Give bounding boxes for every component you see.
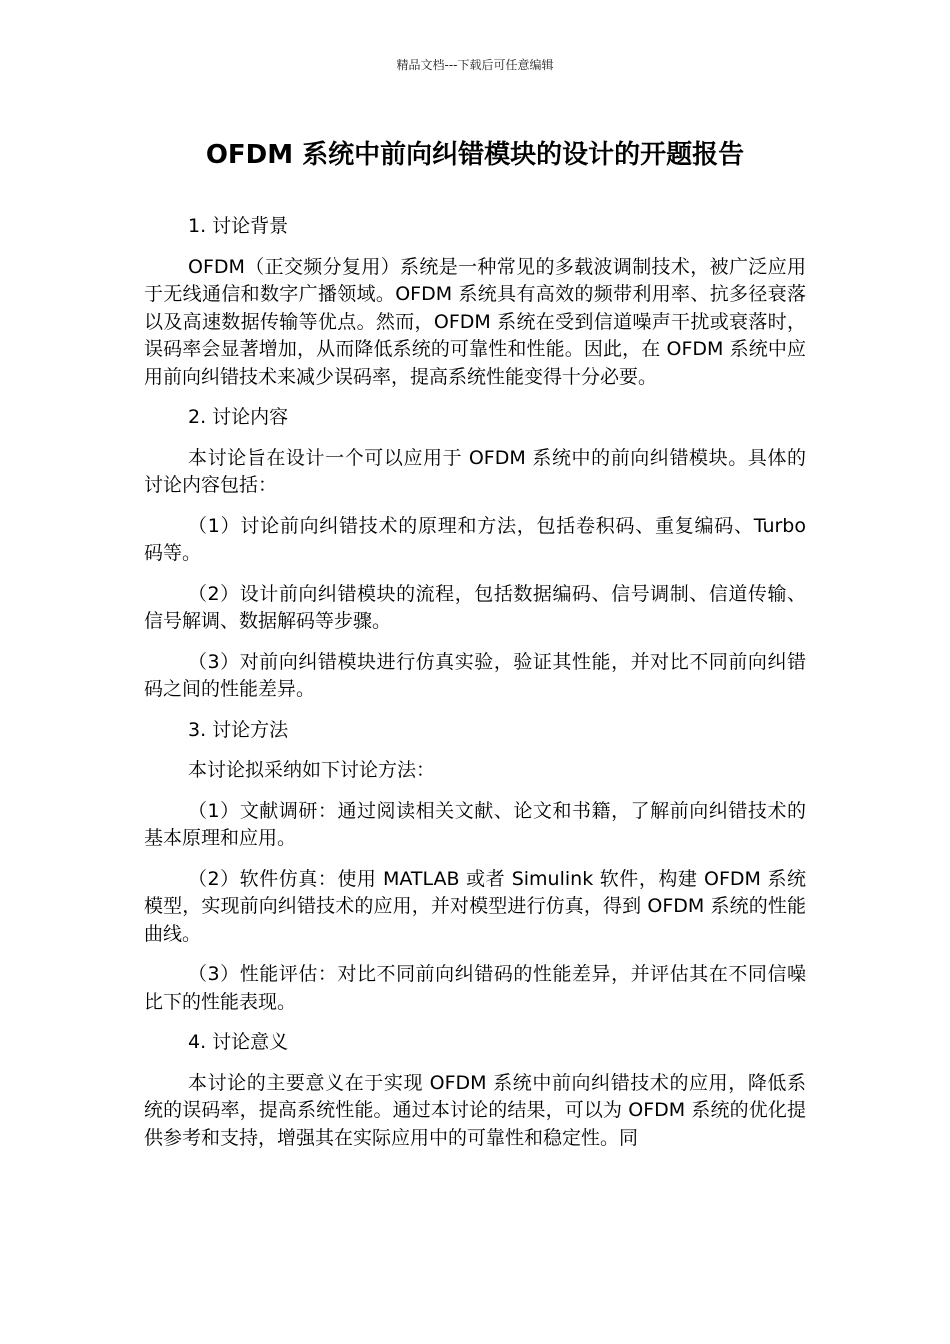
method-list-item-1: （1）文献调研：通过阅读相关文献、论文和书籍，了解前向纠错技术的基本原理和应用。 xyxy=(144,799,806,849)
paragraph-significance: 本讨论的主要意义在于实现 OFDM 系统中前向纠错技术的应用，降低系统的误码率，提高系统性能。通过本讨论的结果，可以为 OFDM 系统的优化提供参考和支持，增强其在实际应用中的可靠性和稳定性。同 xyxy=(144,1071,806,1149)
paragraph-background: OFDM（正交频分复用）系统是一种常见的多载波调制技术，被广泛应用于无线通信和数字广播领域。OFDM 系统具有高效的频带利用率、抗多径衰落以及高速数据传输等优点。然而，OFDM 系统在受到信道噪声干扰或衰落时，误码率会显著增加，从而降低系统的可靠性和性能。因此，在 OFDM 系统中应用前向纠错技术来减少误码率，提高系统性能变得十分必要。 xyxy=(144,255,806,388)
document-title: OFDM 系统中前向纠错模块的设计的开题报告 xyxy=(205,140,745,170)
paragraph-method-intro: 本讨论拟采纳如下讨论方法： xyxy=(188,759,436,781)
header-note: 精品文档---下载后可任意编辑 xyxy=(396,58,554,72)
content-list-item-1: （1）讨论前向纠错技术的原理和方法，包括卷积码、重复编码、Turbo 码等。 xyxy=(144,514,806,564)
method-list-item-2: （2）软件仿真：使用 MATLAB 或者 Simulink 软件，构建 OFDM 系统模型，实现前向纠错技术的应用，并对模型进行仿真，得到 OFDM 系统的性能曲线。 xyxy=(144,867,806,945)
section-heading-significance: 4. 讨论意义 xyxy=(188,1031,289,1053)
section-heading-background: 1. 讨论背景 xyxy=(188,215,289,237)
document-body xyxy=(144,213,806,1165)
section-heading-content: 2. 讨论内容 xyxy=(188,406,289,428)
section-heading-method: 3. 讨论方法 xyxy=(188,718,289,741)
paragraph-content-intro: 本讨论旨在设计一个可以应用于 OFDM 系统中的前向纠错模块。具体的讨论内容包括： xyxy=(144,446,806,496)
content-list-item-2: （2）设计前向纠错模块的流程，包括数据编码、信号调制、信道传输、信号解调、数据解码等步骤。 xyxy=(144,582,806,632)
content-list-item-3: （3）对前向纠错模块进行仿真实验，验证其性能，并对比不同前向纠错码之间的性能差异。 xyxy=(144,650,806,700)
method-list-item-3: （3）性能评估：对比不同前向纠错码的性能差异，并评估其在不同信噪比下的性能表现。 xyxy=(144,963,806,1013)
